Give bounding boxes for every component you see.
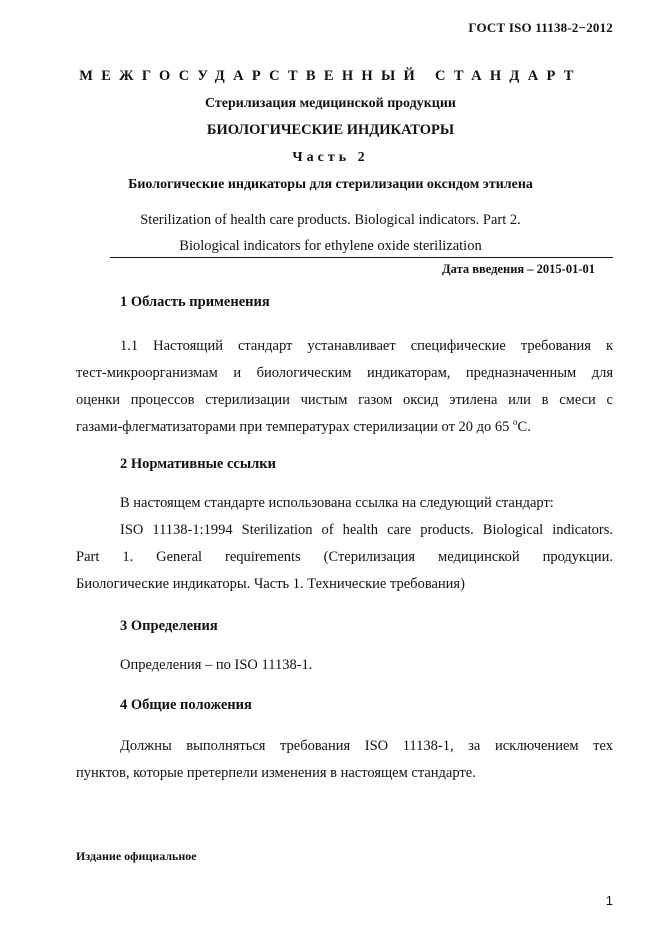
title-line-2: БИОЛОГИЧЕСКИЕ ИНДИКАТОРЫ <box>206 122 455 138</box>
section-3-heading: 3 Определения <box>120 618 218 634</box>
paragraph-line: Part 1. General requirements (Стерилизация медицинской продукции. <box>76 549 613 565</box>
section-1-paragraph <box>76 333 613 441</box>
paragraph-line: тест-микроорганизмам и биологическим индикаторам, предназначенным для <box>76 365 613 381</box>
paragraph-line: Должны выполняться требования ISO 11138-1, за исключением тех <box>120 738 613 754</box>
section-4-heading: 4 Общие положения <box>120 697 252 713</box>
document-code: ГОСТ ISO 11138-2−2012 <box>468 20 613 35</box>
section-4-paragraph <box>76 733 613 787</box>
section-2-paragraph-1 <box>76 490 613 517</box>
effective-date: Дата введения – 2015-01-01 <box>442 262 595 276</box>
paragraph-line: ISO 11138-1:1994 Sterilization of health care products. Biological indicators. <box>120 522 613 538</box>
paragraph-line: Определения – по ISO 11138-1. <box>120 657 313 673</box>
paragraph-line: пунктов, которые претерпели изменения в настоящем стандарте. <box>76 765 476 781</box>
paragraph-line: оценки процессов стерилизации чистым газом оксид этилена или в смеси с <box>76 392 613 408</box>
section-1-heading: 1 Область применения <box>120 294 270 310</box>
paragraph-line: газами-флегматизаторами при температурах стерилизации от 20 до 65 $^o$С. <box>76 417 531 435</box>
degree-sign: o <box>513 417 518 427</box>
section-3-paragraph <box>120 652 312 679</box>
section-2-heading: 2 Нормативные ссылки <box>120 456 276 472</box>
page-number: 1 <box>605 893 613 908</box>
english-title-line-2: Biological indicators for ethylene oxide sterilization <box>179 238 482 254</box>
title-line-1: Стерилизация медицинской продукции <box>205 96 456 111</box>
english-title-line-1: Sterilization of health care products. Biological indicators. Part 2. <box>140 212 521 228</box>
title-line-3: Биологические индикаторы для стерилизации оксидом этилена <box>128 177 533 192</box>
paragraph-line: Биологические индикаторы. Часть 1. Технические требования) <box>76 576 465 592</box>
title-divider <box>110 257 613 258</box>
paragraph-line: В настоящем стандарте использована ссылка на следующий стандарт: <box>120 495 554 511</box>
part-label: Часть 2 <box>292 150 369 165</box>
section-2-paragraph-2 <box>76 517 613 598</box>
interstate-standard-heading: МЕЖГОСУДАРСТВЕННЫЙ СТАНДАРТ <box>79 68 582 84</box>
paragraph-line: 1.1 Настоящий стандарт устанавливает специфические требования к <box>120 338 613 354</box>
official-edition-label: Издание официальное <box>76 849 197 863</box>
